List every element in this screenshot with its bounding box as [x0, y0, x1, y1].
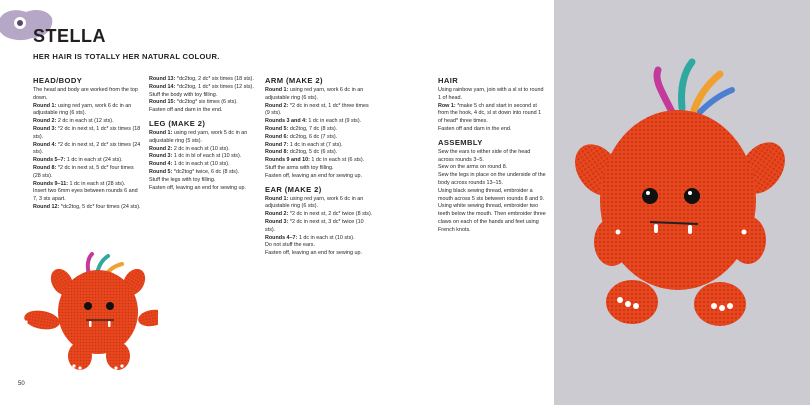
instruction-text: Fasten off and darn in the end. [438, 125, 512, 132]
instruction-text: *2 dc in next st, 2 dc* twice (8 sts). [288, 211, 373, 218]
instruction-line [33, 103, 141, 119]
round-label: Rounds 3 and 4: [265, 118, 307, 125]
instruction-line [149, 84, 257, 92]
pattern-column-1 [33, 76, 141, 216]
instruction-line [265, 134, 373, 142]
instruction-text: *2 dc in next st, 2 dc* six times (24 sts). [33, 141, 141, 156]
round-label: Round 13: [149, 76, 176, 82]
instruction-text: *dc2tog* six times (6 sts). [175, 99, 238, 106]
instruction-line [265, 219, 373, 235]
instruction-text: dc2tog, 7 dc (8 sts). [288, 125, 338, 132]
round-label: Round 2: [265, 102, 289, 109]
instruction-text: 1 dc in each st (6 sts). [309, 157, 365, 164]
instruction-text: 1 dc in bl of each st (10 sts). [172, 153, 242, 160]
photo-panel [554, 0, 810, 405]
round-label: Round 2: [265, 211, 289, 218]
instruction-line [33, 165, 141, 181]
page-title: STELLA [33, 26, 106, 46]
instruction-text: Using white sewing thread, embroider two teeth below the mouth. Then embroider three claws on each of the hands and feet using French knots. [438, 203, 546, 233]
pattern-section [149, 76, 257, 115]
round-label: Rounds 9 and 10: [265, 157, 310, 164]
instruction-line [265, 87, 373, 103]
instruction-text: Sew on the arms on round 8. [438, 164, 508, 171]
instruction-line [33, 142, 141, 158]
pattern-column-4 [438, 76, 546, 239]
instruction-text: 2 dc in each st (12 sts). [56, 118, 114, 125]
instruction-text: 1 dc in each st (10 sts). [297, 234, 355, 241]
instruction-line [438, 126, 546, 134]
pattern-section [265, 76, 373, 181]
instruction-text: Insert two 6mm eyes between rounds 6 and 7, 3 sts apart. [33, 188, 138, 203]
instruction-text: 2 dc in each st (10 sts). [172, 145, 230, 152]
instruction-text: Sew the ears to either side of the head across rounds 3–5. [438, 148, 531, 163]
instruction-line [33, 204, 141, 212]
instruction-text: using red yarn, work 6 dc in an adjustable ring (6 sts). [265, 195, 364, 210]
instruction-line [33, 181, 141, 189]
instruction-line [149, 185, 257, 193]
section-heading: LEG (MAKE 2) [149, 118, 206, 128]
instruction-text: Fasten off and darn in the end. [149, 107, 223, 114]
round-label: Round 7: [265, 141, 289, 148]
section-heading: HEAD/BODY [33, 76, 83, 85]
instruction-line [149, 107, 257, 115]
instruction-text: *dc2tog, 2 dc* six times (18 sts). [175, 76, 254, 82]
round-label: Round 5: [265, 125, 289, 132]
instruction-text: using red yarn, work 5 dc in an adjustable ring (5 sts). [149, 129, 248, 144]
instruction-text: dc2tog, 6 dc (7 sts). [288, 133, 338, 140]
round-label: Round 2: [33, 118, 57, 125]
round-label: Rounds 4–7: [265, 234, 298, 241]
round-label: Round 6: [265, 133, 289, 140]
pattern-section [149, 119, 257, 192]
instruction-line [149, 161, 257, 169]
stella-photo-small [16, 248, 158, 374]
instruction-line [265, 196, 373, 212]
pattern-section [265, 185, 373, 258]
page-subtitle: HER HAIR IS TOTALLY HER NATURAL COLOUR. [33, 52, 220, 61]
round-label: Row 1: [438, 102, 456, 109]
round-label: Round 15: [149, 99, 176, 106]
round-label: Rounds 5–7: [33, 157, 66, 164]
instruction-text: Sew the legs in place on the underside of the body across rounds 13–15. [438, 172, 546, 186]
round-label: Round 4: [149, 161, 173, 168]
round-label: Round 1: [149, 129, 173, 136]
round-label: Round 1: [33, 102, 57, 109]
instruction-line [438, 164, 546, 172]
instruction-text: using red yarn, work 6 dc in an adjustable ring (6 sts). [265, 87, 364, 101]
instruction-line [265, 142, 373, 150]
instruction-text: using red yarn, work 6 dc in an adjustable ring (6 sts). [33, 102, 132, 117]
instruction-text: 1 dc in each st (10 sts). [172, 161, 230, 168]
instruction-line [149, 130, 257, 146]
instruction-line [438, 103, 546, 126]
instruction-line [265, 211, 373, 219]
instruction-line [149, 169, 257, 177]
instruction-line [438, 203, 546, 234]
round-label: Round 8: [265, 149, 289, 156]
instruction-text: *dc2tog, 1 dc* six times (12 sts). [175, 83, 254, 90]
pattern-section [438, 138, 546, 235]
instruction-text: Stuff the arms with toy filling. [265, 164, 334, 171]
instruction-text: Do not stuff the ears. [265, 242, 315, 249]
section-heading: ASSEMBLY [438, 137, 483, 147]
instruction-line [265, 103, 373, 119]
instruction-text: Stuff the legs with toy filling. [149, 176, 216, 183]
pattern-column-3 [265, 76, 373, 262]
round-label: Rounds 9–11: [33, 180, 69, 187]
section-heading: EAR (MAKE 2) [265, 184, 322, 194]
instruction-line [265, 173, 373, 181]
instruction-text: 1 dc in each st (24 sts). [65, 157, 123, 164]
instruction-text: Fasten off, leaving an end for sewing up. [149, 184, 246, 191]
instruction-text: dc2tog, 5 dc (6 sts). [288, 149, 338, 156]
instruction-line [438, 172, 546, 188]
instruction-text: 1 dc in each st (28 sts). [68, 180, 126, 187]
instruction-line [265, 118, 373, 126]
instruction-text: Fasten off, leaving an end for sewing up. [265, 250, 362, 257]
instruction-line [438, 149, 546, 165]
round-label: Round 4: [33, 141, 57, 148]
instruction-line [149, 177, 257, 185]
instruction-text: *dc2tog* twice, 6 dc (8 sts). [172, 168, 240, 175]
instruction-line [33, 126, 141, 142]
round-label: Round 12: [33, 203, 60, 210]
instruction-line [149, 99, 257, 107]
pattern-section [33, 76, 141, 212]
pattern-section [438, 76, 546, 134]
instruction-text: Using black sewing thread, embroider a mouth across 5 sts between rounds 8 and 9. [438, 187, 545, 202]
instruction-line [149, 153, 257, 161]
page-number: 50 [18, 381, 25, 387]
instruction-text: 1 dc in each st (9 sts). [306, 118, 362, 125]
instruction-text: *make 5 ch and start in second st from the hook, 4 dc, sl st down into round 1 of head* three times. [438, 102, 542, 125]
round-label: Round 5: [149, 168, 173, 175]
instruction-line [33, 87, 141, 103]
instruction-line [265, 250, 373, 258]
round-label: Round 1: [265, 87, 289, 93]
instruction-text: *dc2tog, 5 dc* four times (24 sts). [59, 203, 141, 210]
round-label: Round 1: [265, 195, 289, 202]
instruction-line [149, 146, 257, 154]
instruction-line [33, 118, 141, 126]
round-label: Round 2: [149, 145, 173, 152]
round-label: Round 14: [149, 83, 176, 90]
round-label: Round 3: [33, 125, 57, 132]
instruction-line [33, 157, 141, 165]
instruction-text: *2 dc in next st, 3 dc* twice (10 sts). [265, 218, 364, 233]
instruction-line [265, 235, 373, 243]
stella-photo-large [554, 0, 810, 405]
instruction-text: The head and body are worked from the top down. [33, 87, 138, 101]
instruction-line [265, 126, 373, 134]
instruction-line [265, 242, 373, 250]
instruction-line [438, 188, 546, 204]
instruction-line [265, 149, 373, 157]
instruction-line [149, 92, 257, 100]
instruction-line [33, 188, 141, 204]
instruction-text: Stuff the body with toy filling. [149, 91, 218, 98]
round-label: Round 8: [33, 164, 57, 171]
instruction-text: Fasten off, leaving an end for sewing up. [265, 172, 362, 179]
section-heading: HAIR [438, 76, 459, 85]
round-label: Round 3: [265, 218, 289, 225]
instruction-line [265, 165, 373, 173]
instruction-text: Using rainbow yarn, join with a sl st to round 1 of head. [438, 87, 544, 101]
instruction-line [149, 76, 257, 84]
instruction-text: *2 dc in next st, 1 dc* six times (18 sts). [33, 125, 141, 140]
instruction-line [438, 87, 546, 103]
section-heading: ARM (MAKE 2) [265, 76, 323, 85]
round-label: Round 3: [149, 153, 173, 160]
pattern-column-2 [149, 76, 257, 196]
instruction-text: 1 dc in each st (7 sts). [288, 141, 343, 148]
instruction-text: *2 dc in next st, 1 dc* three times (9 sts). [265, 102, 369, 117]
instruction-text: *2 dc in next st, 5 dc* four times (28 sts). [33, 164, 134, 179]
instruction-line [265, 157, 373, 165]
